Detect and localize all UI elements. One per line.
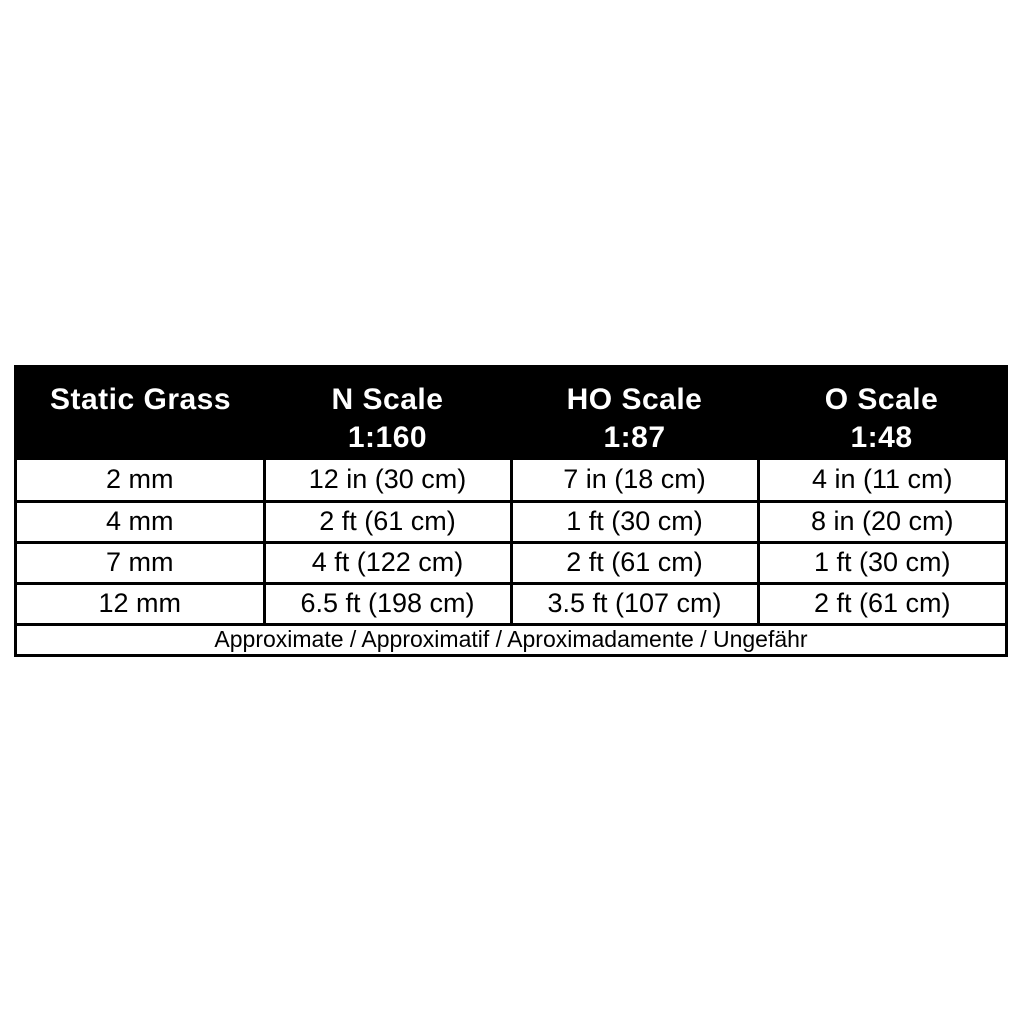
table-header bbox=[17, 368, 1005, 460]
footnote-row bbox=[17, 624, 1005, 654]
header-title: HO Scale bbox=[566, 383, 703, 416]
table-cell-n-scale: 4 ft (122 cm) bbox=[264, 542, 511, 583]
table-cell-grass-length: 4 mm bbox=[17, 501, 264, 542]
table-cell-o-scale: 1 ft (30 cm) bbox=[758, 542, 1005, 583]
table-row bbox=[17, 460, 1005, 501]
table-cell-ho-scale: 2 ft (61 cm) bbox=[511, 542, 758, 583]
table-row bbox=[17, 583, 1005, 624]
table-body bbox=[17, 460, 1005, 654]
table-cell-ho-scale: 3.5 ft (107 cm) bbox=[511, 583, 758, 624]
table-cell-n-scale: 6.5 ft (198 cm) bbox=[264, 583, 511, 624]
table-cell-o-scale: 8 in (20 cm) bbox=[758, 501, 1005, 542]
table-cell-o-scale: 2 ft (61 cm) bbox=[758, 583, 1005, 624]
table-cell-grass-length: 7 mm bbox=[17, 542, 264, 583]
table-cell-grass-length: 2 mm bbox=[17, 460, 264, 501]
header-ratio: 1:48 bbox=[850, 421, 913, 454]
header-o-scale bbox=[758, 368, 1005, 460]
table-cell-n-scale: 12 in (30 cm) bbox=[264, 460, 511, 501]
header-title: O Scale bbox=[824, 383, 939, 416]
table-cell-grass-length: 12 mm bbox=[17, 583, 264, 624]
scale-chart-table-frame bbox=[14, 365, 1008, 657]
footnote-text: Approximate / Approximatif / Aproximadamente / Ungefähr bbox=[214, 626, 808, 653]
header-title: N Scale bbox=[331, 383, 444, 416]
scale-chart-table bbox=[17, 368, 1005, 654]
table-cell-ho-scale: 1 ft (30 cm) bbox=[511, 501, 758, 542]
header-ratio: 1:87 bbox=[603, 421, 666, 454]
header-ratio: 1:160 bbox=[347, 421, 428, 454]
table-row bbox=[17, 542, 1005, 583]
header-row bbox=[17, 368, 1005, 460]
table-cell-ho-scale: 7 in (18 cm) bbox=[511, 460, 758, 501]
table-cell-o-scale: 4 in (11 cm) bbox=[758, 460, 1005, 501]
header-ho-scale bbox=[511, 368, 758, 460]
table-cell-n-scale: 2 ft (61 cm) bbox=[264, 501, 511, 542]
header-static-grass bbox=[17, 368, 264, 460]
header-title: Static Grass bbox=[49, 383, 232, 416]
header-n-scale bbox=[264, 368, 511, 460]
table-row bbox=[17, 501, 1005, 542]
